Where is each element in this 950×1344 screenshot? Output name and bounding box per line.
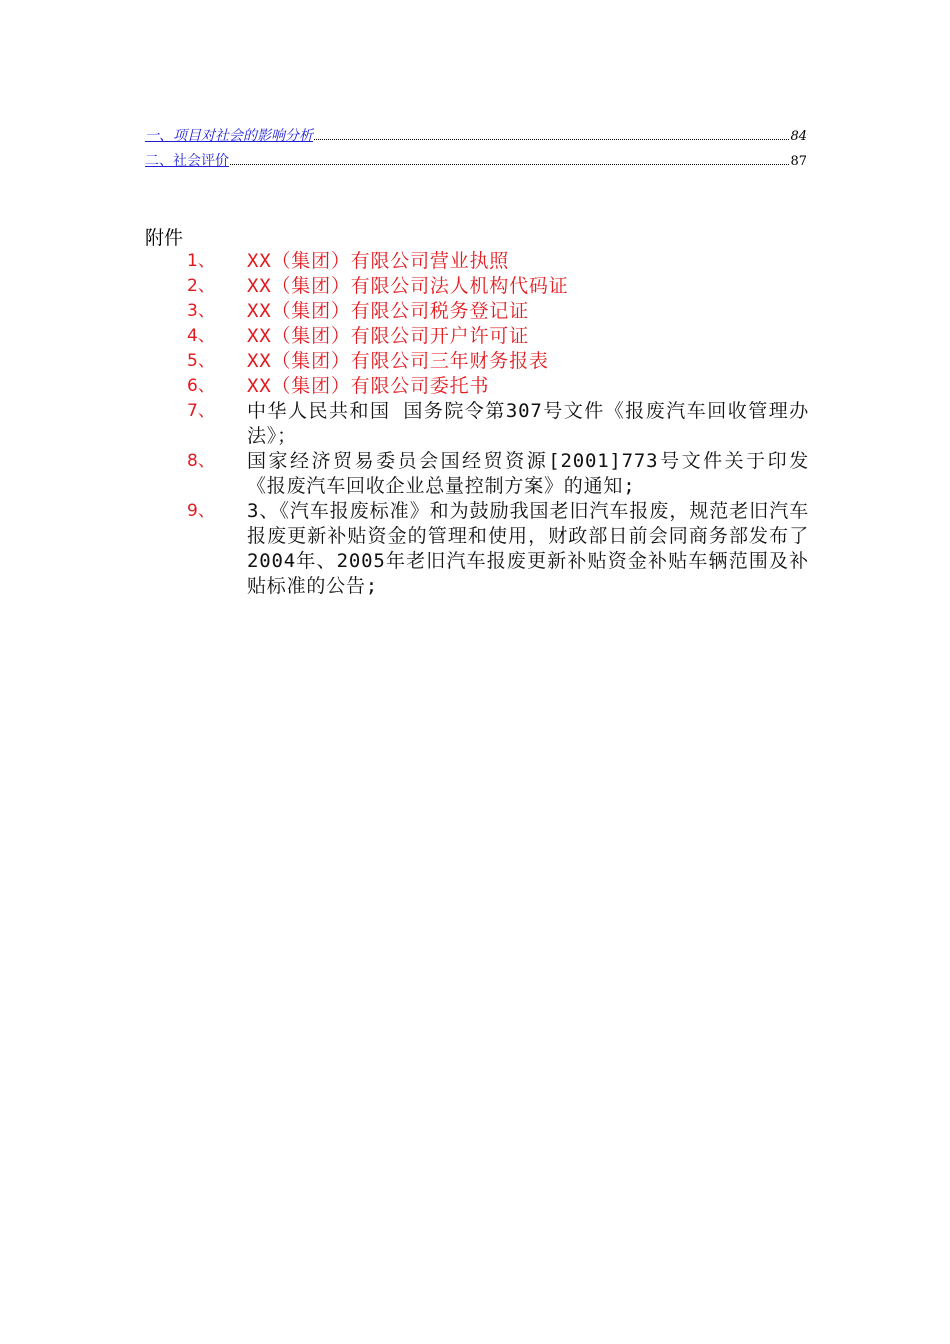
attachment-item — [187, 274, 809, 299]
attachment-number: 5、 — [187, 351, 215, 371]
toc-entry-social-evaluation[interactable] — [145, 149, 807, 174]
attachment-text: XX（集团）有限公司委托书 — [247, 375, 490, 397]
attachment-number: 6、 — [187, 376, 215, 396]
attachments-list — [187, 249, 809, 599]
toc-link[interactable]: 一、项目对社会的影响分析 — [145, 128, 313, 144]
attachment-number: 9、 — [187, 501, 215, 521]
toc-dot-leader — [314, 139, 789, 140]
attachment-item — [187, 249, 809, 274]
attachment-number: 1、 — [187, 251, 215, 271]
attachment-number: 3、 — [187, 301, 215, 321]
attachment-number: 4、 — [187, 326, 215, 346]
toc-dot-leader — [230, 164, 789, 165]
toc-page-number: 84 — [790, 129, 807, 144]
attachment-text: XX（集团）有限公司营业执照 — [247, 250, 510, 272]
attachment-text: XX（集团）有限公司开户许可证 — [247, 325, 529, 347]
toc-entry-social-impact[interactable] — [145, 124, 807, 149]
attachment-text: 3、《汽车报废标准》和为鼓励我国老旧汽车报废，规范老旧汽车报废更新补贴资金的管理和使用，财政部日前会同商务部发布了2004年、2005年老旧汽车报废更新补贴资金补贴车辆范围及补贴标准的公告; — [247, 500, 809, 597]
attachments-heading: 附件 — [145, 227, 184, 249]
table-of-contents — [145, 124, 807, 174]
attachment-item — [187, 399, 809, 449]
attachment-text: 国家经济贸易委员会国经贸资源[2001]773号文件关于印发《报废汽车回收企业总量控制方案》的通知; — [247, 450, 809, 497]
attachment-number: 7、 — [187, 401, 215, 421]
attachment-item — [187, 324, 809, 349]
attachment-text: XX（集团）有限公司三年财务报表 — [247, 350, 549, 372]
attachment-item — [187, 349, 809, 374]
attachment-number: 8、 — [187, 451, 215, 471]
attachment-text: XX（集团）有限公司法人机构代码证 — [247, 275, 569, 297]
toc-link[interactable]: 二、社会评价 — [145, 153, 229, 169]
attachment-text: XX（集团）有限公司税务登记证 — [247, 300, 529, 322]
attachment-item — [187, 299, 809, 324]
attachment-number: 2、 — [187, 276, 215, 296]
attachment-item — [187, 499, 809, 599]
toc-page-number: 87 — [790, 154, 807, 169]
attachment-text: 中华人民共和国 国务院令第307号文件《报废汽车回收管理办法》； — [247, 400, 809, 447]
attachment-item — [187, 449, 809, 499]
attachment-item — [187, 374, 809, 399]
